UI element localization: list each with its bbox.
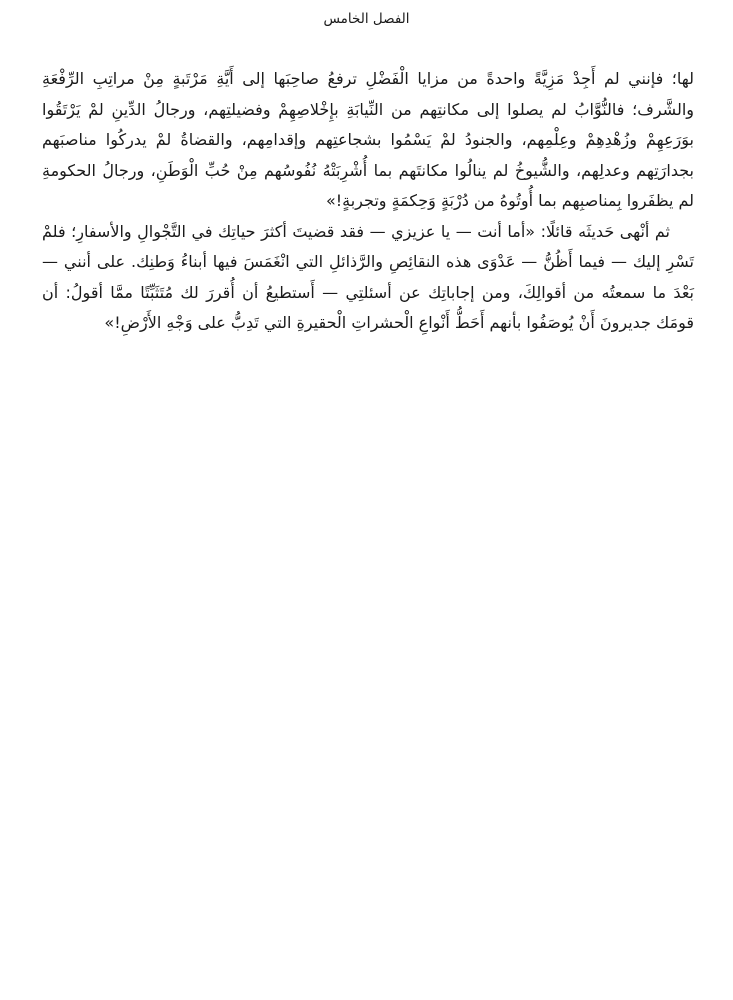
page-body: [42, 64, 694, 339]
chapter-header: الفصل الخامس: [323, 11, 410, 27]
paragraph: ثم أنْهى حَديثَه قائلًا: «أما أنت — يا عزيزي — فقد قضيتَ أكثرَ حياتِك في التَّجْوالِ والأسفارِ؛ فلمْ تَسْرِ إليك — فيما أَظُنُّ — عَدْوَى هذه النقائِصِ والرَّذائلِ التي انْغَمَسَ فيها أبناءُ وَطنِك. على أنني — بَعْدَ ما سمعتُه من أقوالِكَ، ومن إجاباتِك عن أسئلتِي — أَستطيعُ أن أُقررَ لك مُتَثَبِّتًا ممَّا أقولُ: أن قومَك جديرونَ أَنْ يُوصَفُوا بأنهم أَحَطُّ أَنْواعِ الْحشراتِ الْحقيرةِ التي تَدِبُّ على وَجْهِ الأَرْضِ!»: [42, 221, 694, 332]
paragraph: لها؛ فإنني لم أَجِدْ مَزِيَّةً واحدةً من مزايا الْفَضْلِ ترفعُ صاحِبَها إلى أَيَّةِ مَرْتَبةٍ مِنْ مراتِبِ الرِّفْعَةِ والشَّرف؛ فالنُّوَّابُ لم يصلوا إلى مكانتِهم من النِّيابَةِ بإِخْلاصِهِمْ وفضيلتِهم، ورجالُ الدِّينِ لمْ يَرْتَقُوا بوَرَعِهِمْ وزُهْدِهِمْ وعِلْمِهم، والجنودُ لمْ يَسْمُوا بشجاعتِهم وإقدامِهم، والقضاةُ لمْ يدركُوا مناصبَهم بجدارَتِهم وعدلِهم، والشُّيوخُ لم ينالُوا مكانتَهم بما أُشْرِبَتْهُ نُفُوسُهم مِنْ حُبِّ الْوَطَنِ، ورجالُ الحكومةِ لم يظفَروا بِمناصبِهم بما أُوتُوهُ من دُرْبَةٍ وَحِكمَةٍ وتجربةٍ!»: [42, 69, 694, 210]
